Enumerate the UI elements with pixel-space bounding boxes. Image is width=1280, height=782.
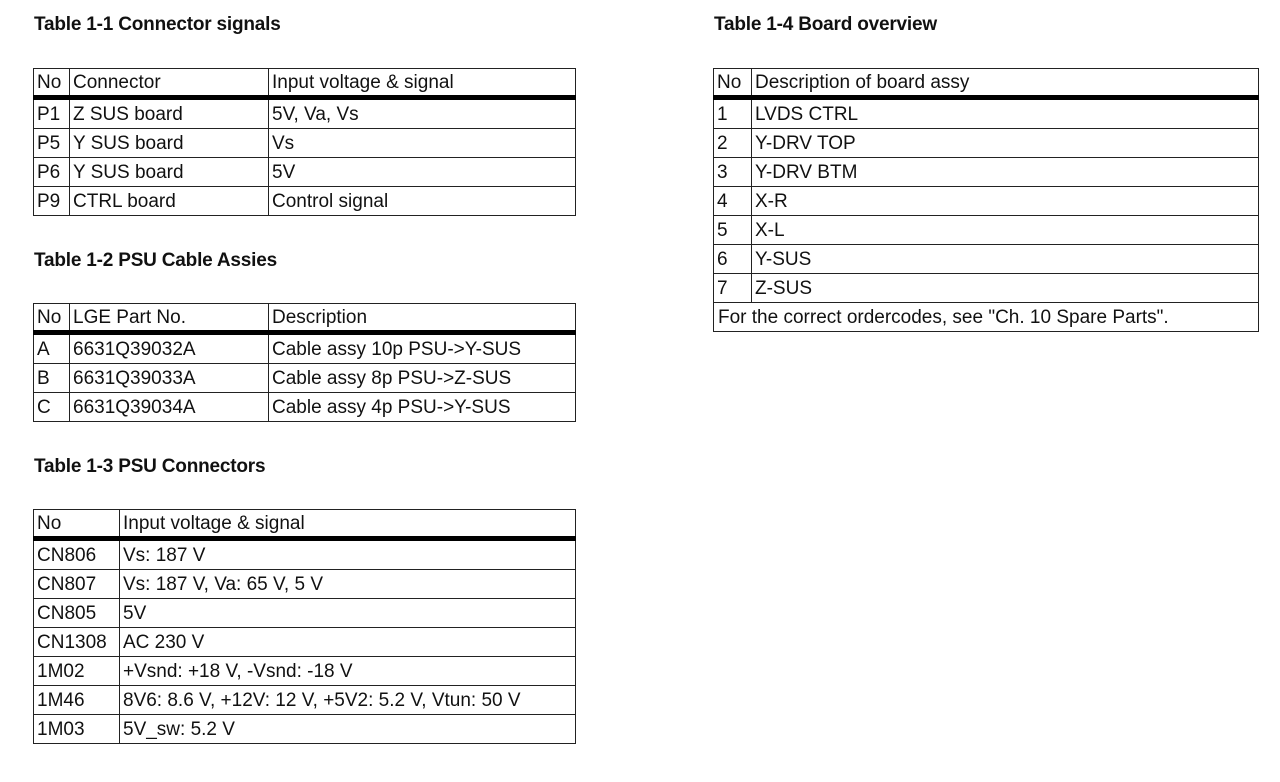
table-1-2-title: Table 1-2 PSU Cable Assies (34, 250, 277, 271)
table-cell: LVDS CTRL (752, 98, 1259, 129)
table-cell: 5 (714, 216, 752, 245)
table-cell: Y SUS board (70, 158, 269, 187)
table-cell: 6631Q39034A (70, 393, 269, 422)
table-cell: Vs: 187 V (120, 539, 576, 570)
table-cell: CN805 (34, 599, 120, 628)
table-cell: Vs (269, 129, 576, 158)
table-cell: 8V6: 8.6 V, +12V: 12 V, +5V2: 5.2 V, Vtun: 50 V (120, 686, 576, 715)
table-header-row (714, 69, 1259, 98)
table-cell: 5V_sw: 5.2 V (120, 715, 576, 744)
header-cell: No (34, 510, 120, 539)
table-row (34, 393, 576, 422)
table-cell: AC 230 V (120, 628, 576, 657)
table-row (714, 245, 1259, 274)
table-row (34, 657, 576, 686)
table-row (34, 129, 576, 158)
table-cell: Cable assy 10p PSU->Y-SUS (269, 333, 576, 364)
table-row (714, 216, 1259, 245)
table-row (34, 364, 576, 393)
table-cell: X-L (752, 216, 1259, 245)
header-cell: Input voltage & signal (269, 69, 576, 98)
table-cell: 7 (714, 274, 752, 303)
table-row (34, 539, 576, 570)
header-cell: Description (269, 304, 576, 333)
table-1-3-title: Table 1-3 PSU Connectors (34, 456, 266, 477)
psu-cable-assies-table (33, 303, 576, 422)
table-cell: Cable assy 4p PSU->Y-SUS (269, 393, 576, 422)
table-cell: +Vsnd: +18 V, -Vsnd: -18 V (120, 657, 576, 686)
table-cell: Z SUS board (70, 98, 269, 129)
table-cell: A (34, 333, 70, 364)
table-cell: CN806 (34, 539, 120, 570)
table-cell: Vs: 187 V, Va: 65 V, 5 V (120, 570, 576, 599)
table-row (34, 333, 576, 364)
table-cell: 5V (269, 158, 576, 187)
table-row (714, 129, 1259, 158)
table-cell: 1M03 (34, 715, 120, 744)
table-1-1-title: Table 1-1 Connector signals (34, 14, 281, 35)
table-cell: P5 (34, 129, 70, 158)
header-cell: Input voltage & signal (120, 510, 576, 539)
table-cell: Y-DRV BTM (752, 158, 1259, 187)
table-row (34, 98, 576, 129)
table-header-row (34, 304, 576, 333)
table-cell: B (34, 364, 70, 393)
psu-connectors-table (33, 509, 576, 744)
table-row (34, 570, 576, 599)
table-cell: CN1308 (34, 628, 120, 657)
table-row (34, 158, 576, 187)
table-header-row (34, 69, 576, 98)
table-cell: Y-SUS (752, 245, 1259, 274)
table-row (714, 158, 1259, 187)
table-row (714, 274, 1259, 303)
table-cell: 6631Q39032A (70, 333, 269, 364)
table-header-row (34, 510, 576, 539)
table-row (34, 599, 576, 628)
header-cell: LGE Part No. (70, 304, 269, 333)
table-cell: Cable assy 8p PSU->Z-SUS (269, 364, 576, 393)
table-cell: Y-DRV TOP (752, 129, 1259, 158)
table-cell: 5V (120, 599, 576, 628)
table-footnote: For the correct ordercodes, see "Ch. 10 Spare Parts". (714, 303, 1259, 332)
connector-signals-table (33, 68, 576, 216)
table-cell: P9 (34, 187, 70, 216)
table-cell: 6631Q39033A (70, 364, 269, 393)
table-cell: 1M46 (34, 686, 120, 715)
board-overview-table (713, 68, 1259, 332)
table-cell: Y SUS board (70, 129, 269, 158)
table-cell: P6 (34, 158, 70, 187)
table-cell: 5V, Va, Vs (269, 98, 576, 129)
header-cell: No (34, 69, 70, 98)
table-row (34, 187, 576, 216)
table-cell: Control signal (269, 187, 576, 216)
table-cell: 2 (714, 129, 752, 158)
table-cell: 3 (714, 158, 752, 187)
table-cell: C (34, 393, 70, 422)
table-cell: 6 (714, 245, 752, 274)
table-cell: P1 (34, 98, 70, 129)
table-row (34, 715, 576, 744)
header-cell: Description of board assy (752, 69, 1259, 98)
table-row (714, 98, 1259, 129)
table-cell: X-R (752, 187, 1259, 216)
table-cell: CN807 (34, 570, 120, 599)
table-row (714, 187, 1259, 216)
table-cell: 1M02 (34, 657, 120, 686)
table-row (34, 686, 576, 715)
table-footnote-row (714, 303, 1259, 332)
table-cell: 4 (714, 187, 752, 216)
table-cell: 1 (714, 98, 752, 129)
table-row (34, 628, 576, 657)
header-cell: No (34, 304, 70, 333)
table-cell: Z-SUS (752, 274, 1259, 303)
header-cell: No (714, 69, 752, 98)
header-cell: Connector (70, 69, 269, 98)
table-cell: CTRL board (70, 187, 269, 216)
table-1-4-title: Table 1-4 Board overview (714, 14, 937, 35)
